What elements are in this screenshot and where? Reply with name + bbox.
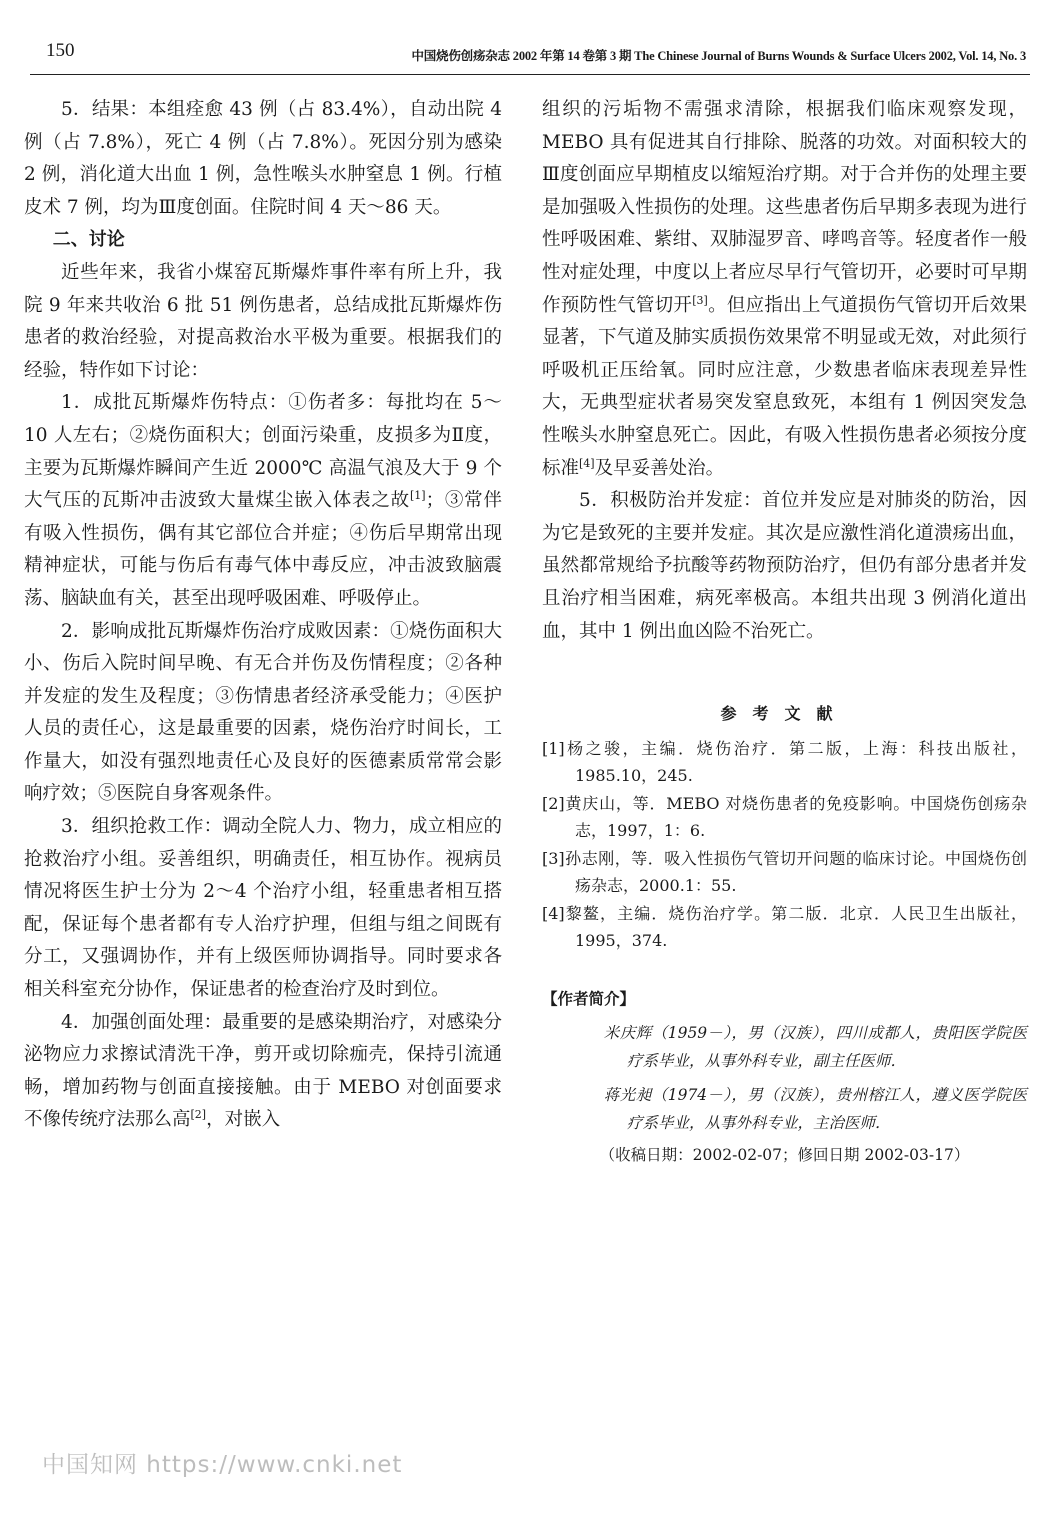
reference-item: [4]黎鳌，主编．烧伤治疗学。第二版．北京．人民卫生出版社，1995，374.: [542, 903, 1027, 951]
left-column: [24, 94, 502, 1137]
continued-text-a: 组织的污垢物不需强求清除，根据我们临床观察发现，MEBO 具有促进其自行排除、脱落的功效。对面积较大的Ⅲ度创面应早期植皮以缩短治疗期。对于合并伤的处理主要是加强吸入性损伤的处理。这些患者伤后早期多表现为进行性呼吸困难、紫绀、双肺湿罗音、哮鸣音等。轻度者作一般性对症处理，中度以上者应尽早行气管切开，必要时可早期作预防性气管切开: [542, 99, 1027, 316]
discussion-point-1: [24, 387, 502, 615]
reference-item: [3]孙志刚，等．吸入性损伤气管切开问题的临床讨论。中国烧伤创疡杂志，2000.1：55.: [542, 848, 1027, 896]
author-bio-heading: 【作者简介】: [542, 989, 636, 1008]
discussion-point-3: 3．组织抢救工作：调动全院人力、物力，成立相应的抢救治疗小组。妥善组织，明确责任，相互协作。视病员情况将医生护士分为 2～4 个治疗小组，轻重患者相互搭配，保证每个患者都有专人治疗护理，但组与组之间既有分工，又强调协作，并有上级医师协调指导。同时要求各相关科室充分协作，保证患者的检查治疗及时到位。: [24, 816, 502, 1001]
right-column: [542, 94, 1027, 1169]
received-dates: （收稿日期：2002-02-07；修回日期 2002-03-17）: [599, 1145, 970, 1164]
journal-running-head: 中国烧伤创疡杂志 2002 年第 14 卷第 3 期 The Chinese Journal of Burns Wounds & Surface Ulcers 2002, Vol. 14, No. 3: [411, 49, 1026, 63]
citation-1: [1]: [409, 489, 426, 503]
reference-item: [2]黄庆山，等．MEBO 对烧伤患者的免疫影响。中国烧伤创疡杂志，1997，1：6.: [542, 793, 1027, 841]
page-number: 150: [46, 40, 75, 61]
references-title: 参考文献: [720, 704, 849, 724]
citation-3: [3]: [692, 293, 708, 307]
reference-item: [1]杨之骏，主编．烧伤治疗．第二版，上海：科技出版社，1985.10，245.: [542, 738, 1027, 786]
point-4-continued: [542, 94, 1027, 485]
discussion-point-4: [24, 1007, 502, 1137]
discussion-heading: 二、讨论: [52, 229, 125, 251]
continued-text-c: 及早妥善处治。: [594, 457, 725, 479]
page-header: [30, 40, 1030, 75]
point-4-text-a: 4．加强创面处理：最重要的是感染期治疗，对感染分泌物应力求擦试清洗干净，剪开或切除痂壳，保持引流通畅，增加药物与创面直接接触。由于 MEBO 对创面要求不像传统疗法那么高: [24, 1011, 502, 1131]
results-paragraph: 5．结果：本组痊愈 43 例（占 83.4%），自动出院 4 例（占 7.8%），死亡 4 例（占 7.8%）。死因分别为感染 2 例，消化道大出血 1 例，急性喉头水肿窒息 1 例。行植皮术 7 例，均为Ⅲ度创面。住院时间 4 天～86 天。: [24, 99, 502, 218]
citation-2: [2]: [190, 1108, 207, 1122]
cnki-watermark: 中国知网 https://www.cnki.net: [42, 1452, 403, 1478]
citation-4: [4]: [579, 456, 595, 470]
discussion-point-2: 2．影响成批瓦斯爆炸伤治疗成败因素：①烧伤面积大小、伤后入院时间早晚、有无合并伤及伤情程度；②各种并发症的发生及程度；③伤情患者经济承受能力；④医护人员的责任心，这是最重要的因素，烧伤治疗时间长，工作量大，如没有强烈地责任心及良好的医德素质常常会影响疗效；⑤医院自身客观条件。: [24, 620, 502, 805]
discussion-intro: 近些年来，我省小煤窑瓦斯爆炸事件率有所上升，我院 9 年来共收治 6 批 51 例伤患者，总结成批瓦斯爆炸伤患者的救治经验，对提高救治水平极为重要。根据我们的经验，特作如下讨论：: [24, 261, 502, 381]
continued-text-b: 。但应指出上气道损伤气管切开后效果显著，下气道及肺实质损伤效果常不明显或无效，对此须行呼吸机正压给氧。同时应注意，少数患者临床表现差异性大，无典型症状者易突发窒息致死，本组有 1 例因突发急性喉头水肿窒息死亡。因此，有吸入性损伤患者必须按分度标准: [542, 294, 1027, 479]
discussion-point-5: 5．积极防治并发症：首位并发应是对肺炎的防治，因为它是致死的主要并发症。其次是应激性消化道溃疡出血，虽然都常规给予抗酸等药物预防治疗，但仍有部分患者并发且治疗相当困难，病死率极高。本组共出现 3 例消化道出血，其中 1 例出血凶险不治死亡。: [542, 490, 1027, 642]
author-bio: 蒋光昶（1974－），男（汉族），贵州榕江人，遵义医学院医疗系毕业，从事外科专业，主治医师．: [603, 1085, 1027, 1132]
point-1-text-a: 1．成批瓦斯爆炸伤特点：①伤者多：每批均在 5～10 人左右；②烧伤面积大；创面污染重，皮损多为Ⅱ度，主要为瓦斯爆炸瞬间产生近 2000℃ 高温气浪及大于 9 个大气压的瓦斯冲击波致大量煤尘嵌入体表之故: [24, 392, 502, 512]
author-bio: 米庆辉（1959－），男（汉族），四川成都人，贵阳医学院医疗系毕业，从事外科专业，副主任医师．: [603, 1023, 1027, 1070]
point-1-text-b: ；③常伴有吸入性损伤，偶有其它部位合并症；④伤后早期常出现精神症状，可能与伤后有毒气体中毒反应，冲击波致脑震荡、脑缺血有关，甚至出现呼吸困难、呼吸停止。: [24, 490, 502, 609]
references-list: [542, 735, 1027, 955]
point-4-text-b: ，对嵌入: [206, 1109, 281, 1131]
